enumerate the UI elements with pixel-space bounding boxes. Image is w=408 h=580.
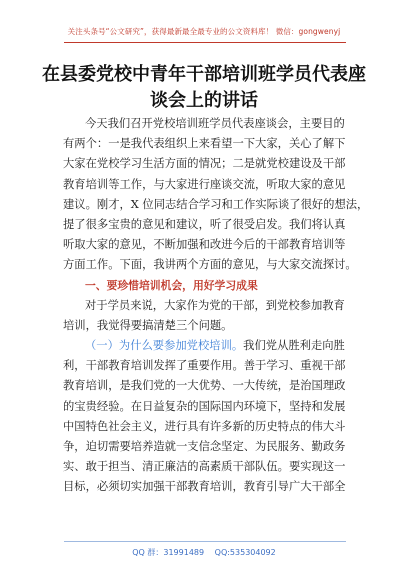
- document-title-line-1: 在县委党校中青年干部培训班学员代表座: [42, 64, 366, 85]
- body-line: 的宝贵经验。在日益复杂的国际国内环境下，坚持和发展: [63, 399, 346, 413]
- subheading-line: [63, 336, 349, 356]
- body-line: 目标，必须切实加强干部教育培训，教育引导广大干部全: [63, 480, 346, 494]
- body-line: 对于学员来说，大家作为党的干部，到党校参加教育: [85, 298, 345, 312]
- body-line: 实、敢于担当、清正廉洁的高素质干部队伍。要实现这一: [63, 460, 346, 474]
- section-heading-1: 一、要珍惜培训机会，用好学习成果: [85, 278, 258, 292]
- body-line: 教育培训等工作，与大家进行座谈交流，听取大家的意见: [63, 177, 346, 191]
- footer-rule: [64, 541, 346, 542]
- header-rule: [64, 42, 346, 43]
- body-line: 争，迫切需要培养造就一支信念坚定、为民服务、勤政务: [63, 440, 346, 453]
- body-line: 中国特色社会主义，进行具有许多新的历史特点的伟大斗: [63, 419, 346, 433]
- footer: [0, 547, 408, 558]
- body-line: 教育培训，是我们党的一大优势、一大传统，是治国理政: [63, 379, 346, 393]
- body-line: 大家在党校学习生活方面的情况；二是就党校建设及干部: [63, 157, 346, 171]
- body-line: 有两个：一是我代表组织上来看望一下大家，关心了解下: [63, 137, 346, 151]
- body-line: 今天我们召开党校培训班学员代表座谈会，主要目的: [85, 117, 345, 130]
- footer-qq: QQ:535304092: [214, 548, 276, 557]
- body-line: 利，干部教育培训发挥了重要作用。善于学习、重视干部: [63, 359, 346, 373]
- subheading-1: （一）为什么要参加党校培训。: [85, 339, 244, 353]
- body-line: 方面工作。下面，我讲两个方面的意见，与大家交流探讨。: [63, 258, 357, 272]
- body-line: 听取大家的意见，不断加强和改进今后的干部教育培训等: [63, 238, 346, 252]
- document-body: [63, 114, 369, 498]
- header-banner: 关注头条号“公文研究”，获得最新最全最专业的公文资料库！ 微信：gongwenyj: [67, 27, 341, 36]
- body-line: 提了很多宝贵的意见和建议，听了很受启发。我们将认真: [63, 217, 346, 231]
- body-line: 培训，我觉得要搞清楚三个问题。: [63, 318, 233, 332]
- body-line: 建议。刚才，X 位同志结合学习和工作实际谈了很好的想法，: [63, 197, 369, 211]
- footer-qq-group: QQ 群：31991489: [132, 548, 205, 557]
- subheading-rest: 我们党从胜利走向胜: [243, 339, 345, 353]
- document-title-line-2: 谈会上的讲话: [150, 90, 258, 111]
